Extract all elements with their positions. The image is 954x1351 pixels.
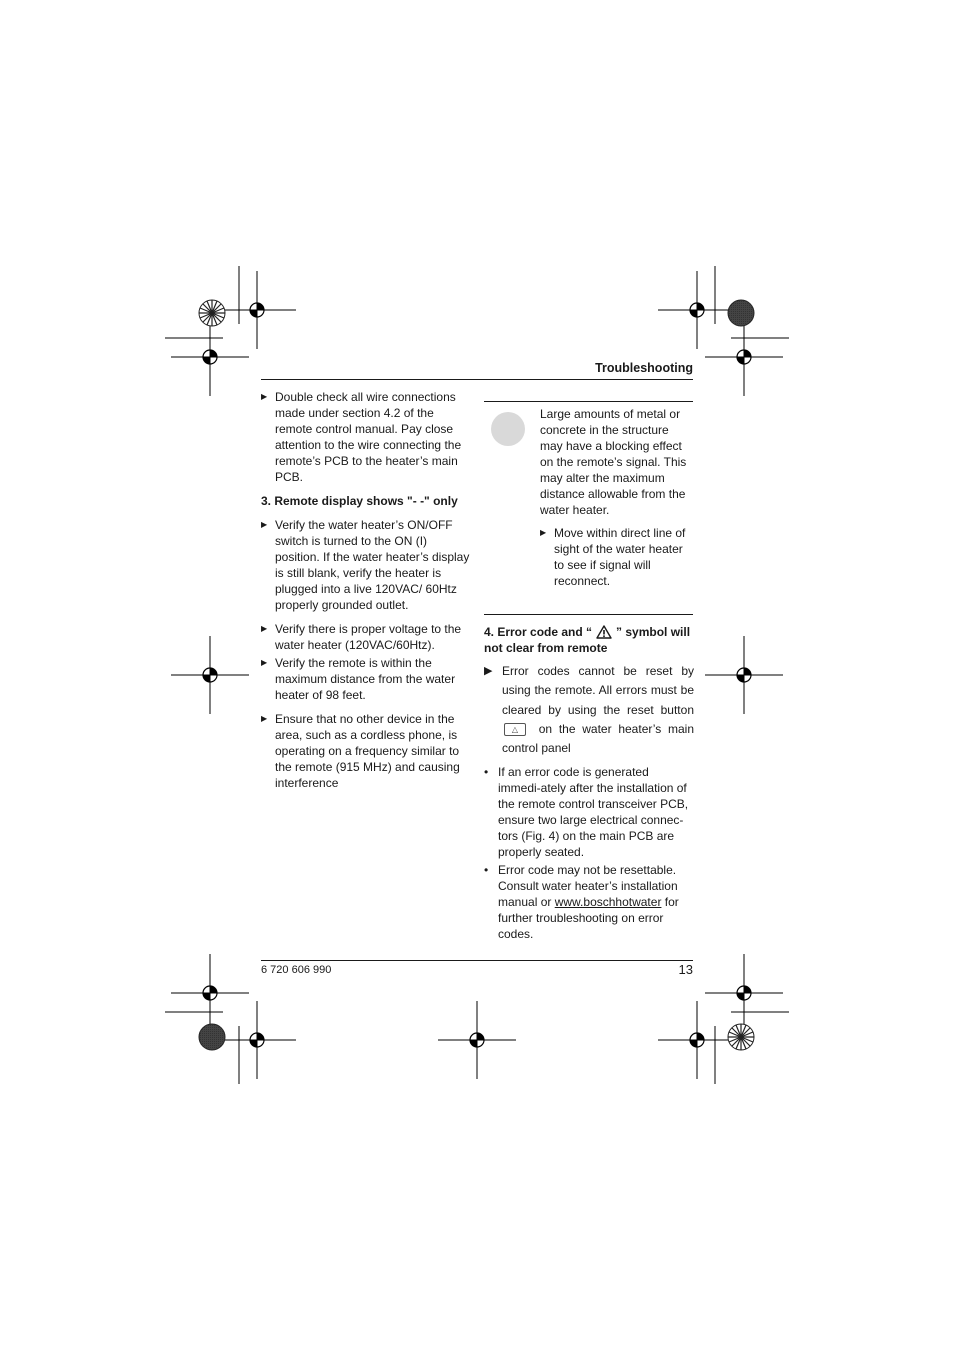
bullet-triangle-icon: ▶ (540, 528, 547, 537)
right-column (484, 624, 694, 942)
note-box (484, 401, 693, 614)
item-text: Verify the water heater’s ON/OFF switch is turned to the ON (I) position. If the water heater’s display is still blank, verify the heater is plugged into a live 120VAC/ 60Htz properly grounded outlet. (275, 518, 470, 612)
list-item (261, 517, 470, 613)
left-column (261, 389, 470, 791)
note-icon (491, 412, 525, 446)
list-item (261, 711, 470, 791)
bullet-triangle-icon: ▶ (261, 658, 268, 667)
section-header: Troubleshooting (595, 361, 693, 375)
item-text-a: Error codes cannot be reset by using the remote. All errors must be cleared by using the reset button (502, 664, 694, 717)
list-item (261, 621, 470, 653)
note-bottom-rule (484, 614, 693, 615)
bullet-triangle-icon: ▶ (484, 665, 493, 677)
list-item (484, 662, 694, 758)
footer-rule (261, 960, 693, 961)
bullet-triangle-icon: ▶ (261, 624, 268, 633)
page-number: 13 (678, 962, 693, 977)
section-4-heading-part-a: 4. Error code and “ (484, 625, 593, 639)
list-item (261, 655, 470, 703)
note-list-item (540, 525, 690, 589)
section-3-heading: 3. Remote display shows "- -" only (261, 494, 458, 508)
section-4-heading-part-b: ” symbol will not clear from remote (484, 625, 691, 655)
item-text: If an error code is generated immedi-ately after the installation of the remote control transceiver PCB, ensure two large electrical connec-tors (Fig. 4) on the main PCB are properly seated. (498, 765, 689, 860)
header-rule (261, 379, 693, 380)
item-text-a: Error code may not be resettable. Consult water heater’s installation manual or (498, 863, 678, 910)
item-text: Verify there is proper voltage to the water heater (120VAC/60Htz). (275, 622, 462, 652)
list-item (484, 862, 694, 942)
item-text: Move within direct line of sight of the water heater to see if signal will reconnect. (554, 526, 686, 588)
item-text: Ensure that no other device in the area, such as a cordless phone, is operating on a frequency similar to the remote (915 MHz) and causing interference (275, 712, 460, 790)
bullet-dot-icon: • (484, 765, 489, 780)
bullet-triangle-icon: ▶ (261, 392, 268, 401)
item-text: Verify the remote is within the maximum distance from the water heater of 98 feet. (275, 656, 456, 702)
list-item (484, 764, 694, 860)
warning-triangle-icon (596, 625, 612, 639)
note-text: Large amounts of metal or concrete in the structure may have a blocking effect on the remote’s signal. This may alter the maximum distance allowable from the water heater. (540, 407, 687, 517)
reset-button-icon: △ (504, 723, 526, 736)
item-text: Double check all wire connections made under section 4.2 of the remote control manual. Pay close attention to the wire connecting the remote’s PCB to the heater’s main PCB. (275, 390, 462, 484)
list-item (261, 389, 470, 485)
bosch-hotwater-link[interactable]: www.boschhotwater (554, 895, 662, 910)
bullet-dot-icon: • (484, 863, 489, 878)
document-number: 6 720 606 990 (261, 964, 332, 976)
bullet-triangle-icon: ▶ (261, 520, 268, 529)
item-text-b: for further troubleshooting on error codes. (498, 895, 679, 942)
bullet-triangle-icon: ▶ (261, 714, 268, 723)
section-4-heading (484, 624, 694, 656)
note-text-block (540, 406, 690, 589)
item-text-b: on the water heater’s main control panel (502, 721, 695, 756)
